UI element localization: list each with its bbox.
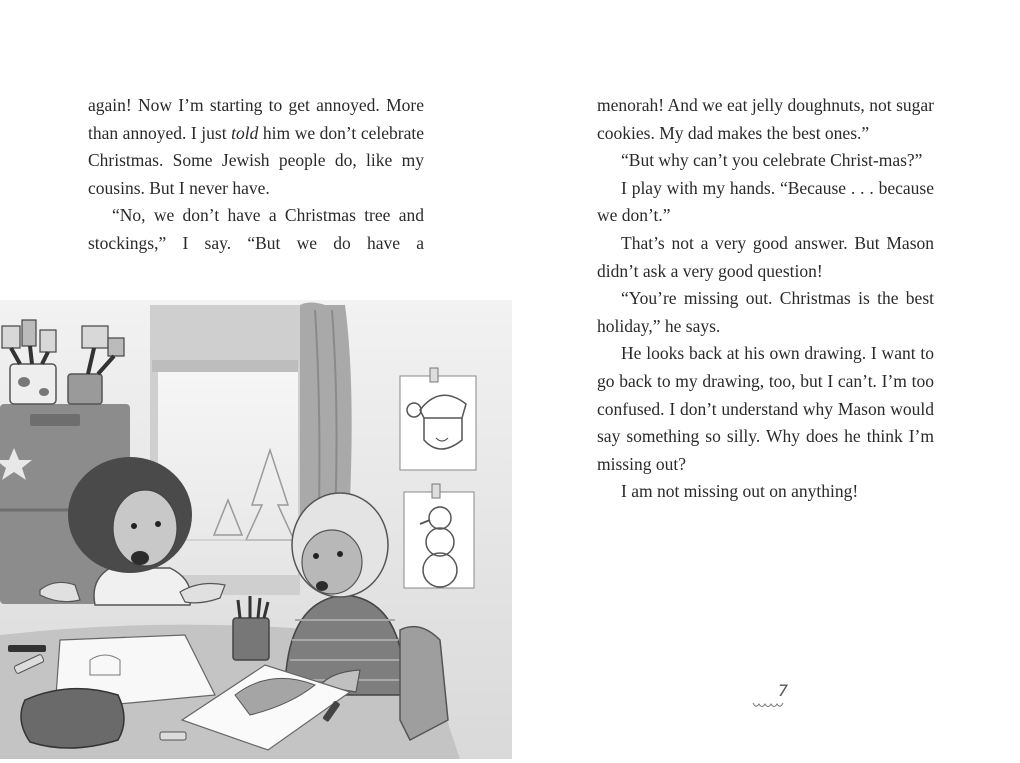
paragraph: I am not missing out on anything! [621, 481, 859, 502]
paragraph-text: again! Now I’m starting to get annoyed. More than annoyed. I just [88, 95, 424, 143]
paragraph [88, 92, 424, 202]
italic-emphasis: told [231, 122, 259, 143]
paragraph: He looks back at his own drawing. I want to go back to my drawing, too, but I can’t. I’m too confused. I don’t understand why Mason would say something so silly. Why does he think I’m missing out? [597, 343, 934, 474]
paragraph: “You’re missing out. Christmas is the best holiday,” he says. [597, 288, 934, 336]
page-number: 7 [777, 681, 789, 700]
paragraph: I play with my hands. “Because . . . because we don’t.” [597, 177, 934, 226]
backpack [400, 627, 448, 740]
right-page [510, 0, 1020, 759]
crayon-icon [8, 645, 46, 652]
squiggle-ornament-icon [752, 700, 784, 710]
crayon-icon [160, 732, 186, 740]
pencil-case-icon [21, 689, 124, 748]
left-page-text [88, 92, 424, 258]
story-illustration [0, 300, 512, 759]
left-page [0, 0, 510, 759]
paragraph: “No, we don’t have a Christmas tree and stockings,” I say. “But we do have a [88, 205, 424, 253]
paragraph: menorah! And we eat jelly doughnuts, not sugar cookies. My dad makes the best ones.” [597, 95, 934, 143]
paragraph: That’s not a very good answer. But Mason didn’t ask a very good question! [597, 232, 934, 281]
paragraph: “But why can’t you celebrate Christ-mas?” [621, 150, 923, 171]
right-page-text [597, 92, 934, 506]
paragraph-text: him we don’t celebrate Christmas. Some Jewish people do, like my cousins. But I never have. [88, 122, 424, 198]
santa-drawing-icon [400, 368, 476, 470]
snowman-drawing-icon [404, 484, 474, 588]
